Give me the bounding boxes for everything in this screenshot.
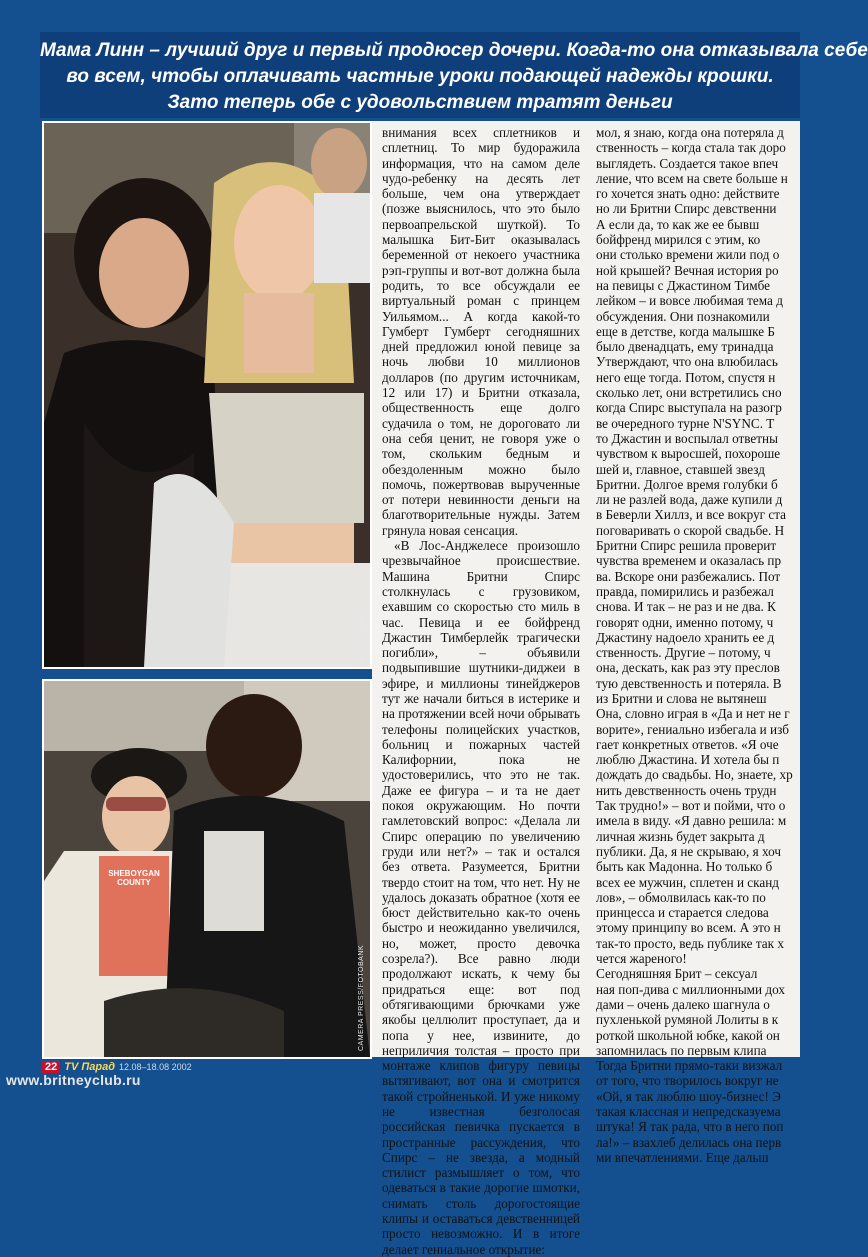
- column2-line: дами – очень далеко шагнула о: [596, 996, 770, 1012]
- column2-line: выглядеть. Создается такое впеч: [596, 155, 779, 171]
- article-column-1: [382, 125, 580, 1257]
- column2-line: нить девственность очень трудн: [596, 782, 777, 798]
- column2-line: ве очередного турне N'SYNC. Т: [596, 415, 775, 431]
- column2-line: говорят одни, именно потому, ч: [596, 614, 774, 630]
- column2-line: роткой школьной юбке, какой он: [596, 1027, 780, 1043]
- column2-line: тую девственность и потеряла. В: [596, 675, 782, 691]
- column2-line: го хочется знать одно: действите: [596, 186, 780, 202]
- column2-line: поговаривать о скорой свадьбе. Н: [596, 522, 785, 538]
- column2-line: публики. Да, я не скрываю, я хоч: [596, 843, 781, 859]
- column2-line: то Джастин и воспылал ответны: [596, 430, 778, 446]
- column2-line: от того, что творилось вокруг не: [596, 1073, 779, 1089]
- column2-line: они столько времени жили под о: [596, 247, 780, 263]
- column2-line: Утверждают, что она влюбилась: [596, 354, 778, 370]
- column2-line: ление, что всем на свете больше н: [596, 170, 788, 186]
- photo-mother-and-daughter: [42, 121, 372, 669]
- article-text-area: [372, 121, 800, 1257]
- column2-line: было двенадцать, ему тринадца: [596, 339, 774, 355]
- column2-line: люблю Джастина. И хотела бы п: [596, 752, 780, 768]
- column1-paragraph-1: внимания всех сплетников и сплетниц. То мир будоражила информация, что на самом деле чудо-ребенку на десять лет больше, чем она утверждает (позже выяснилось, что это было первоапрельской шуткой). То малышка Бит-Бит оказывалась беременной от некоего участника рэп-группы и вот-вот должна была родить, то все обсуждали ее виртуальный роман с принцем Уильямом... А когда какой-то Гумберт Гумберт сегодняшних дней предложил юной певице за ночь любви 10 миллионов долларов (по другим источникам, 12 или 17) и Бритни отказала, общественность еще долго судачила о том, не дороговато ли она себя ценит, не говоря уже о том, скольким бедным и обездоленным можно было помочь, пожертвовав вырученные от потери невинности деньги на благотворительные нужды. Затем грянула новая сенсация.: [382, 125, 580, 538]
- column2-line: дождать до свадьбы. Но, знаете, хр: [596, 767, 793, 783]
- column2-line: ворите», гениально избегала и изб: [596, 721, 789, 737]
- page-number: 22: [42, 1061, 60, 1073]
- column2-line: лейком – и вовсе любимая тема д: [596, 293, 783, 309]
- magazine-brand: TV Парад: [64, 1061, 116, 1073]
- column2-line: когда Спирс выступала на разогр: [596, 400, 782, 416]
- column2-line: чувством к выросшей, похороше: [596, 446, 781, 462]
- column2-line: этому принципу во всем. А это н: [596, 920, 781, 936]
- column2-line: снова. И так – не раз и не два. К: [596, 599, 776, 615]
- headline-line-1: Мама Линн – лучший друг и первый продюсер дочери. Когда-то она отказывала себе: [40, 40, 868, 61]
- column2-line: из Бритни и слова не вытянеш: [596, 690, 767, 706]
- column2-line: запомнилась по первым клипа: [596, 1042, 767, 1058]
- photo-with-bodyguard-illustration: [44, 681, 370, 1057]
- column2-line: Так трудно!» – вот и пойми, что о: [596, 798, 786, 814]
- column2-line: личная жизнь будет закрыта д: [596, 828, 765, 844]
- column1-paragraph-2: «В Лос-Анджелесе произошло чрезвычайное происшествие. Машина Бритни Спирс столкнулась с грузовиком, ехавшим со скоростью сто миль в час. Певица и ее бойфренд Джастин Тимберлейк трагически погибли», – объявили подвыпившие шутники-диджеи в эфире, и миллионы тинейджеров тут же начали биться в истерике и на протяжении всей ночи обрывать телефоны полицейских участков, больниц и пожарных частей Калифорнии, пока не удостоверились, что это не так. Даже ее фигура – и та не дает покоя окружающим. Но почти гамлетовский вопрос: «Делала ли Спирс операцию по увеличению груди или нет?» – так и остался без ответа. Разумеется, Бритни твердо стоит на том, что нет. Ну не удалось доказать обратное (хотя ее бюст действительно как-то очень быстро и неожиданно увеличился, но, может, просто девочка созрела?). Все равно люди продолжают искать, к чему бы придраться еще: вот под обтягивающими брючками уже якобы целлюлит проступает, да и попа у нее, извините, до неприличия толстая – просто при монтаже клипов фигуру певицы вытягивают, вот она и смотрится такой стройненькой. И уже никому не известная безголосая российская певичка пускается в пространные рассуждения, что Спирс – не звезда, а модный стилист размышляет о том, что одеваться в такие дорогие шмотки, снимать столь дорогостоящие клипы и оставаться девственницей просто невозможно. И в итоге делает гениальное открытие:: [382, 538, 580, 1257]
- column2-line: мол, я знаю, когда она потеряла д: [596, 125, 784, 140]
- column2-line: него еще тогда. Потом, спустя н: [596, 369, 776, 385]
- column2-line: шей и, главное, ставшей звезд: [596, 461, 765, 477]
- headline-line-2: во всем, чтобы оплачивать частные уроки подающей надежды крошки.: [66, 66, 774, 87]
- column2-line: чется жареного!: [596, 951, 687, 967]
- column2-line: Джастину надоело хранить ее д: [596, 629, 775, 645]
- column2-line: такая классная и непредсказуема: [596, 1104, 781, 1119]
- column2-line: Бритни. Долгое время голубки б: [596, 476, 778, 492]
- column2-line: в Беверли Хиллз, и все вокруг ста: [596, 507, 787, 523]
- column2-line: Сегодняшняя Брит – сексуал: [596, 966, 758, 982]
- column2-line: сколько лет, они встретились сно: [596, 385, 782, 401]
- column2-line: ная поп-дива с миллионными дох: [596, 981, 785, 997]
- column2-line: бойфренд мирился с этим, ко: [596, 232, 761, 248]
- column2-line: лов», – обмолвилась как-то по: [596, 889, 766, 905]
- photo-credit-bottom: CAMERA PRESS/FOTOBANK: [358, 944, 365, 1051]
- column2-line: так-то просто, ведь публике так х: [596, 935, 784, 951]
- column2-line: принцесса и старается следова: [596, 905, 769, 921]
- column2-line: Она, словно играя в «Да и нет не г: [596, 706, 790, 722]
- column2-line: пухленькой румяной Лолиты в к: [596, 1012, 779, 1028]
- column2-line: штука! Я так рада, что в него поп: [596, 1119, 784, 1135]
- article-column-2: [596, 125, 806, 1165]
- column2-line: ла!» – взахлеб делилась она перв: [596, 1134, 782, 1150]
- column2-line: еще в детстве, когда малышке Б: [596, 323, 775, 339]
- column2-line: но ли Бритни Спирс девственни: [596, 201, 777, 217]
- column2-line: быть как Мадонна. Но только б: [596, 859, 773, 875]
- column2-line: ственность – когда стала так доро: [596, 140, 786, 156]
- column2-line: она, дескать, как раз эту преслов: [596, 660, 780, 676]
- column2-line: всех ее мужчин, сплетен и сканд: [596, 874, 779, 890]
- column2-line: чувства временем и оказалась пр: [596, 553, 782, 569]
- column2-line: ственность. Другие – потому, ч: [596, 645, 771, 661]
- site-watermark: www.britneyclub.ru: [6, 1072, 141, 1088]
- column2-line: на певицы с Джастином Тимбе: [596, 277, 770, 293]
- column2-line: имела в виду. «Я давно решила: м: [596, 813, 787, 829]
- column2-line: гает конкретных ответов. «Я оче: [596, 736, 779, 752]
- photo-mother-and-daughter-illustration: [44, 123, 370, 667]
- photo-with-bodyguard: [42, 679, 372, 1059]
- column2-line: Бритни Спирс решила проверит: [596, 538, 777, 554]
- column2-line: обсуждения. Они познакомили: [596, 308, 770, 324]
- issue-dates: 12.08–18.08 2002: [119, 1062, 192, 1072]
- headline-line-3: Зато теперь обе с удовольствием тратят деньги: [167, 92, 673, 113]
- column2-line: А если да, то как же ее бывш: [596, 216, 760, 232]
- column2-line: Тогда Бритни прямо-таки визжал: [596, 1058, 783, 1074]
- headline-banner: [40, 32, 868, 118]
- column2-line: ли не разлей вода, даже купили д: [596, 492, 783, 508]
- column2-line: ми впечатлениями. Еще дальш: [596, 1149, 769, 1165]
- column2-line: ной крышей? Вечная история ро: [596, 262, 779, 278]
- column2-line: «Ой, я так люблю шоу-бизнес! Э: [596, 1088, 781, 1104]
- shirt-text: SHEBOYGAN COUNTY: [108, 869, 160, 887]
- column2-line: правда, помирились и разбежал: [596, 583, 774, 599]
- column2-line: ва. Вскоре они разбежались. Пот: [596, 568, 781, 584]
- photo-credit-top: REX/FOTOBANK: [358, 602, 365, 663]
